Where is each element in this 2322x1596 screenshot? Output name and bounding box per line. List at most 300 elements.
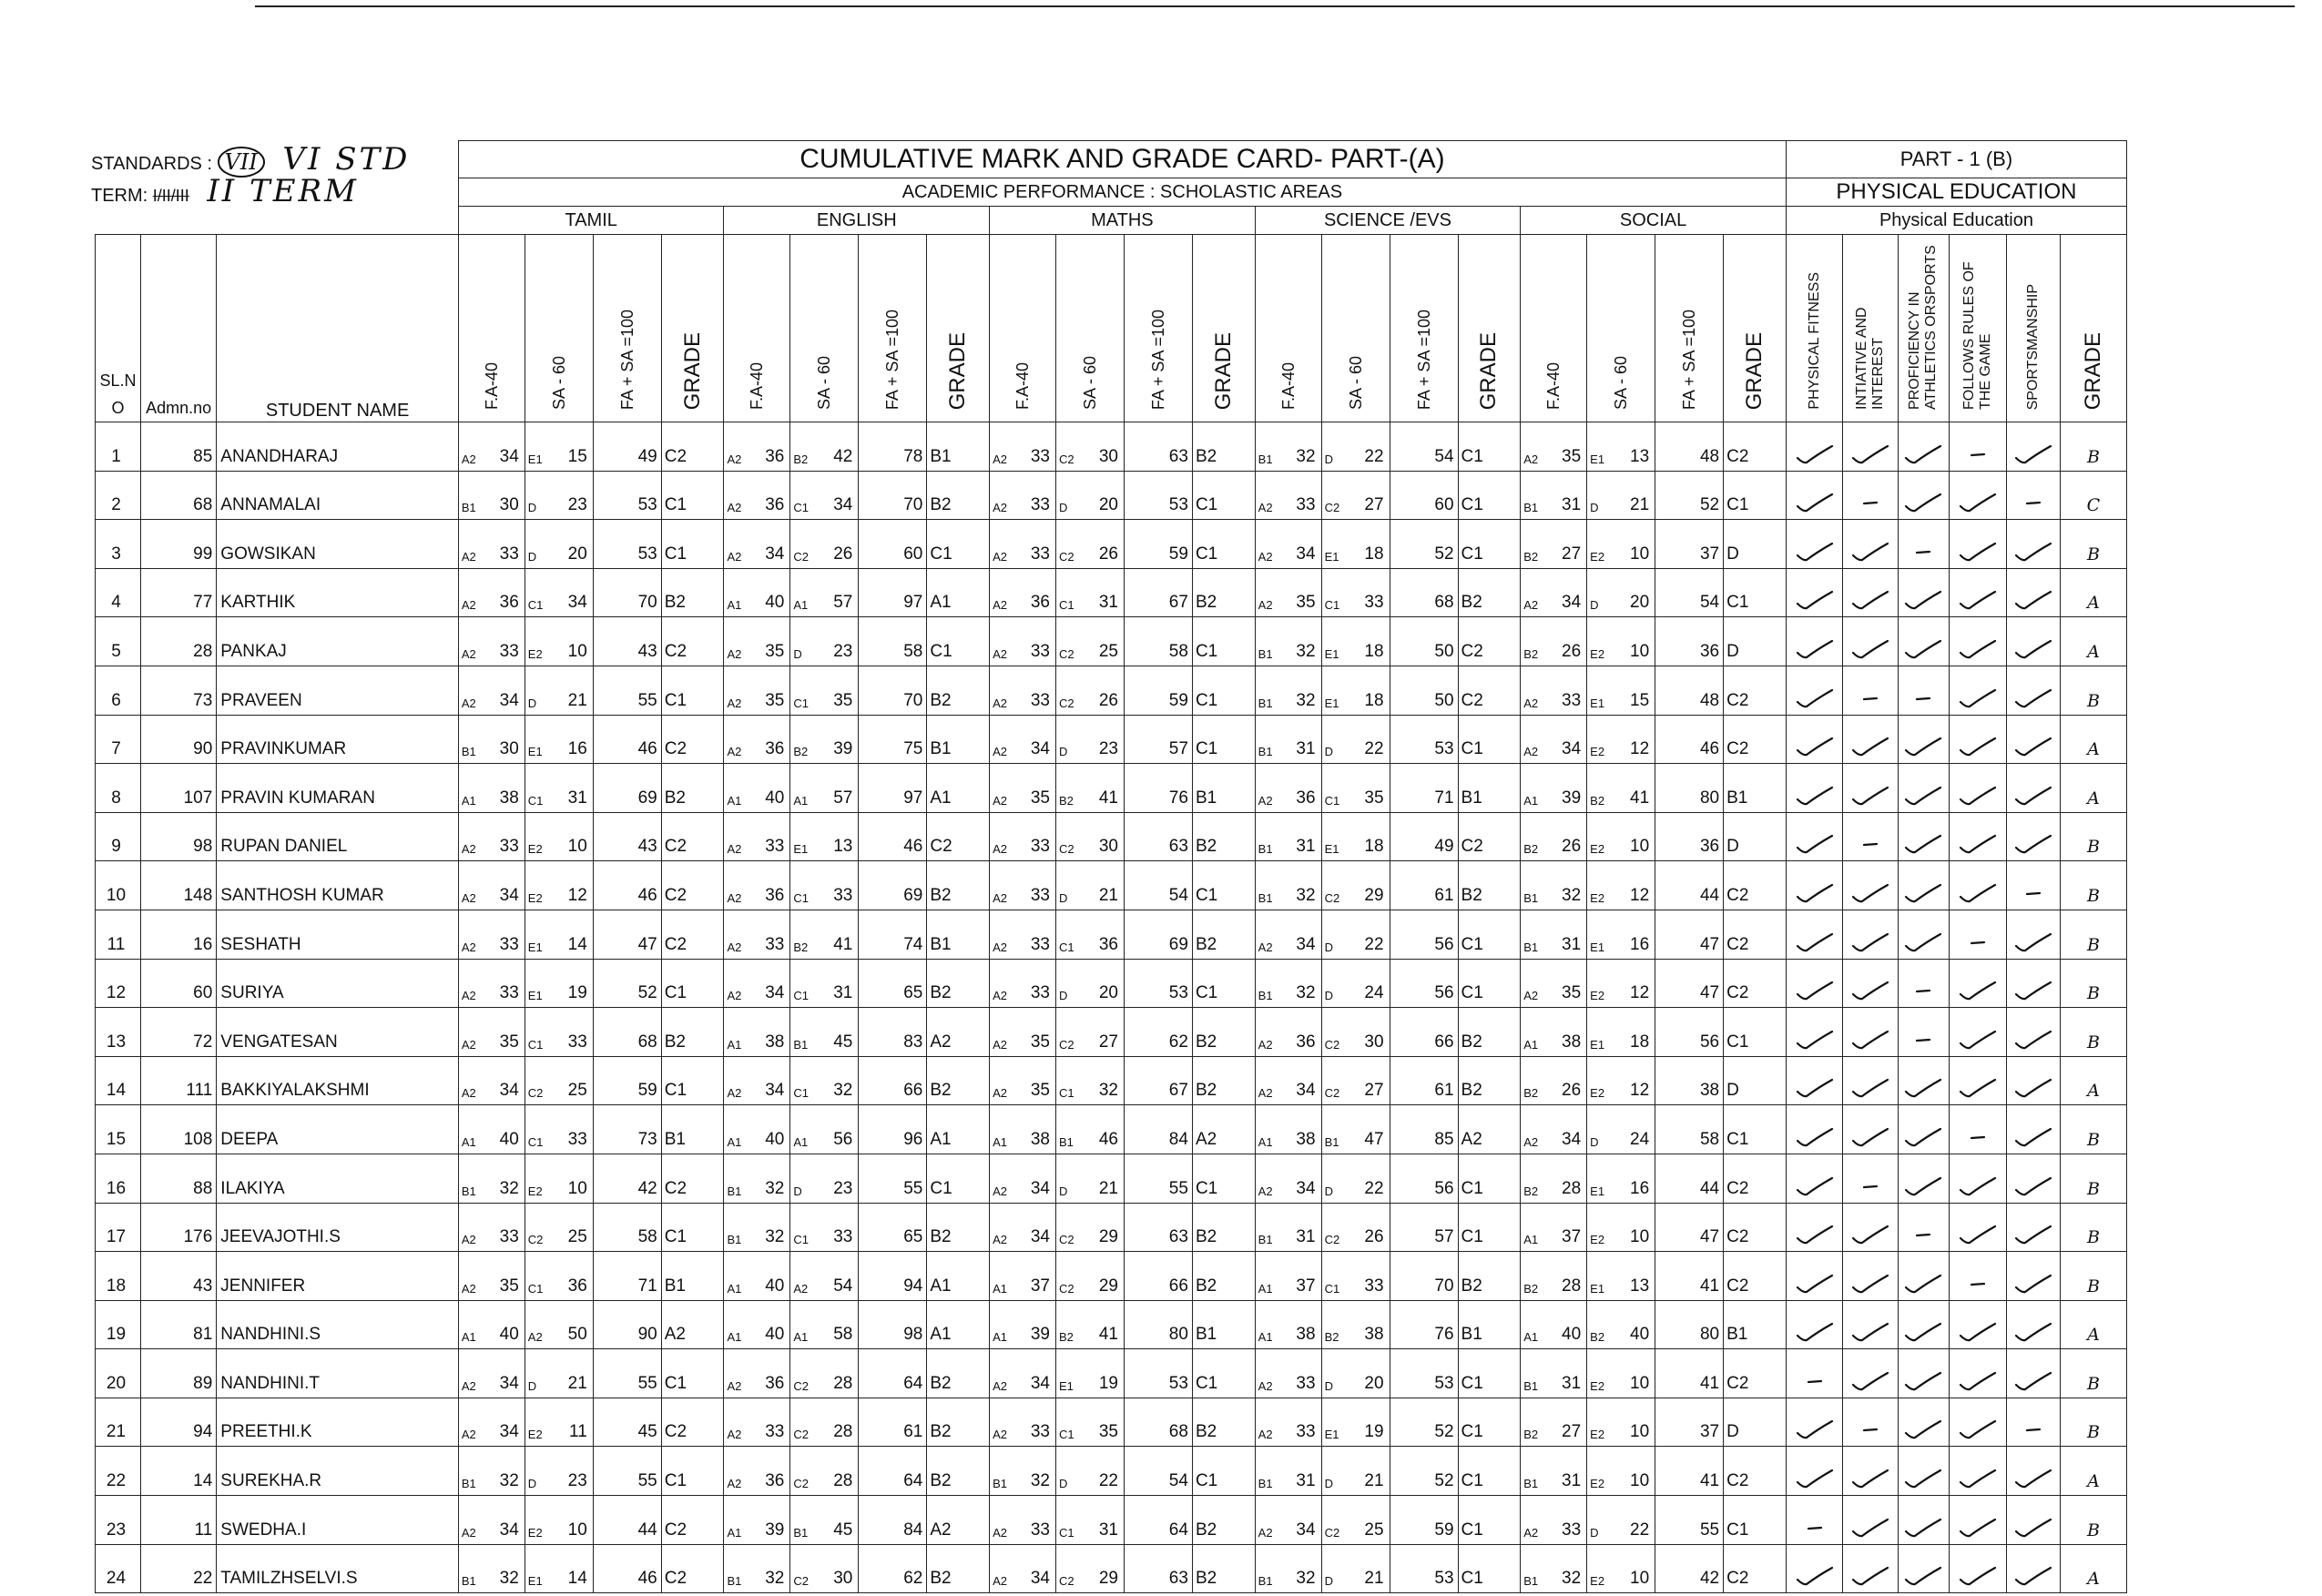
sa-grade: D: [527, 549, 537, 564]
fa-mark: 38: [765, 1032, 785, 1052]
sa-mark: 10: [1630, 641, 1650, 661]
fa-mark: 33: [1030, 446, 1050, 466]
total-header: [1390, 235, 1458, 422]
pe-mark-cell: [2006, 666, 2060, 715]
sa-cell: [1587, 959, 1655, 1008]
fa-mark: 35: [1030, 1081, 1050, 1101]
sa-cell: [524, 1008, 593, 1057]
sa-mark: 54: [833, 1276, 853, 1296]
sa-cell: [1055, 1300, 1124, 1349]
total-cell: 46: [1655, 715, 1724, 764]
sa-mark: 27: [1098, 1032, 1118, 1052]
sa-cell: [1321, 471, 1390, 520]
grade-cell: C1: [1192, 959, 1255, 1008]
fa-grade: A2: [993, 452, 1007, 466]
total-cell: 59: [1124, 666, 1192, 715]
dash-mark-icon: [1950, 931, 2005, 955]
fa-cell: [724, 1300, 790, 1349]
fa-header: [724, 235, 790, 422]
fa-mark: 31: [1562, 1373, 1582, 1393]
pe-grade-cell: B: [2060, 1252, 2126, 1301]
tick-mark-icon: [1843, 980, 1897, 1003]
pe-mark-cell: [1950, 1300, 2006, 1349]
fa-cell: [990, 1056, 1056, 1105]
pe-mark-cell: [1950, 1105, 2006, 1154]
tick-mark-icon: [1843, 1077, 1897, 1101]
sa-mark: 29: [1098, 1276, 1118, 1296]
tick-mark-icon: [1787, 1126, 1842, 1150]
student-row: [96, 1056, 2127, 1105]
sa-grade: E2: [527, 1525, 543, 1540]
grade-cell: B2: [927, 1447, 990, 1496]
sa-cell: [1321, 1544, 1390, 1593]
total-cell: 66: [1390, 1008, 1458, 1057]
fa-mark: 32: [1296, 446, 1316, 466]
sa-cell: [524, 666, 593, 715]
sa-cell: [1321, 1398, 1390, 1447]
pe-mark-cell: [1786, 471, 1842, 520]
fa-mark: 39: [1562, 788, 1582, 808]
pe-grade-cell: B: [2060, 1349, 2126, 1398]
grade-cell: C1: [1724, 568, 1787, 617]
total-cell: 57: [1390, 1203, 1458, 1252]
pe-grade-cell: B: [2060, 1154, 2126, 1203]
sa-grade: C2: [1324, 1525, 1340, 1540]
total-cell: 43: [593, 812, 661, 861]
fa-cell: [458, 1398, 524, 1447]
sa-mark: 10: [567, 1520, 587, 1540]
sa-cell: [524, 959, 593, 1008]
fa-cell: [1521, 422, 1587, 472]
sa-mark: 21: [567, 690, 587, 710]
tick-mark-icon: [1899, 882, 1949, 906]
sa-mark: 29: [1098, 1569, 1118, 1589]
sa-cell: [524, 520, 593, 569]
fa-grade: A2: [993, 1428, 1007, 1442]
total-cell: 38: [1655, 1056, 1724, 1105]
physical-education-title: PHYSICAL EDUCATION: [1786, 178, 2126, 207]
total-cell: 52: [1390, 1398, 1458, 1447]
sa-grade: B2: [793, 745, 809, 759]
grade-cell: C1: [927, 520, 990, 569]
sa-header-label: SA - 60: [1612, 355, 1631, 410]
tick-mark-icon: [1787, 1418, 1842, 1442]
total-cell: 47: [593, 910, 661, 959]
sa-cell: [1055, 520, 1124, 569]
sa-mark: 18: [1364, 837, 1384, 857]
sa-cell: [524, 1349, 593, 1398]
total-cell: 37: [1655, 520, 1724, 569]
sa-grade: C1: [793, 890, 809, 905]
sa-mark: 16: [1630, 1178, 1650, 1198]
tick-mark-icon: [1950, 492, 2005, 515]
tick-mark-icon: [2007, 1565, 2060, 1589]
grade-cell: B2: [1458, 1056, 1521, 1105]
pe-mark-cell: [1843, 568, 1898, 617]
total-cell: 41: [1655, 1349, 1724, 1398]
sa-mark: 25: [1098, 641, 1118, 661]
total-cell: 67: [1124, 568, 1192, 617]
student-row: [96, 666, 2127, 715]
tick-mark-icon: [1843, 1273, 1897, 1296]
student-row: [96, 568, 2127, 617]
grade-cell: C2: [927, 812, 990, 861]
sa-mark: 15: [567, 446, 587, 466]
total-header: [1655, 235, 1724, 422]
fa-grade: A2: [1523, 745, 1539, 759]
tick-mark-icon: [1843, 1565, 1897, 1589]
sa-cell: [1055, 812, 1124, 861]
pe-mark-cell: [2006, 617, 2060, 666]
fa-mark: 35: [1296, 593, 1316, 613]
sa-cell: [1055, 1252, 1124, 1301]
total-cell: 70: [859, 666, 927, 715]
pe-mark-cell: [1843, 764, 1898, 813]
student-name-cell: PREETHI.K: [217, 1398, 459, 1447]
pe-mark-cell: [1950, 471, 2006, 520]
total-cell: 68: [1124, 1398, 1192, 1447]
sa-cell: [1587, 1252, 1655, 1301]
pe-mark-cell: [1950, 1056, 2006, 1105]
sa-grade: E2: [527, 890, 543, 905]
sl-no-cell: 19: [96, 1300, 141, 1349]
pe-mark-cell: [1898, 812, 1949, 861]
admission-no-label: Admn.no: [146, 399, 212, 417]
tick-mark-icon: [1899, 1468, 1949, 1491]
sa-mark: 28: [833, 1373, 853, 1393]
grade-cell: C1: [1192, 471, 1255, 520]
tick-mark-icon: [2007, 638, 2060, 662]
total-cell: 56: [1390, 959, 1458, 1008]
sa-mark: 30: [1364, 1032, 1384, 1052]
pe-grade-cell: B: [2060, 1008, 2126, 1057]
student-name-cell: PANKAJ: [217, 617, 459, 666]
total-cell: 78: [859, 422, 927, 472]
sa-mark: 27: [1364, 495, 1384, 515]
tick-mark-icon: [1787, 1565, 1842, 1589]
fa-grade: A2: [1258, 598, 1273, 613]
sa-cell: [1321, 861, 1390, 910]
fa-mark: 33: [499, 544, 519, 564]
fa-mark: 31: [1562, 495, 1582, 515]
grade-cell: C1: [1192, 1154, 1255, 1203]
fa-mark: 37: [1562, 1227, 1582, 1247]
fa-mark: 38: [1296, 1325, 1316, 1345]
sa-grade: C1: [527, 793, 544, 808]
total-cell: 46: [859, 812, 927, 861]
term-handwritten: II TERM: [207, 173, 359, 209]
total-cell: 49: [593, 422, 661, 472]
grade-cell: C2: [1458, 666, 1521, 715]
sa-cell: [1587, 910, 1655, 959]
grade-cell: B2: [927, 1398, 990, 1447]
sa-mark: 57: [833, 593, 853, 613]
sa-mark: 26: [1364, 1227, 1384, 1247]
sa-mark: 56: [833, 1129, 853, 1149]
fa-grade: A1: [727, 793, 742, 808]
pe-grade-cell: B: [2060, 1203, 2126, 1252]
total-cell: 52: [593, 959, 661, 1008]
fa-cell: [1255, 1056, 1321, 1105]
grade-cell: C2: [1724, 910, 1787, 959]
grade-cell: C1: [1458, 471, 1521, 520]
tick-mark-icon: [1950, 833, 2005, 857]
admission-no-cell: 60: [140, 959, 216, 1008]
total-cell: 74: [859, 910, 927, 959]
total-cell: 52: [1390, 1447, 1458, 1496]
grade-header-label: GRADE: [679, 331, 705, 410]
sa-cell: [1587, 568, 1655, 617]
student-name-cell: JEEVAJOTHI.S: [217, 1203, 459, 1252]
pe-mark-cell: [1843, 1105, 1898, 1154]
total-cell: 76: [1124, 764, 1192, 813]
sa-mark: 32: [833, 1081, 853, 1101]
fa-grade: B1: [727, 1233, 742, 1247]
fa-cell: [990, 715, 1056, 764]
fa-cell: [724, 617, 790, 666]
tick-mark-icon: [1899, 1273, 1949, 1296]
sa-mark: 21: [1364, 1569, 1384, 1589]
total-cell: 56: [1390, 1154, 1458, 1203]
fa-cell: [724, 959, 790, 1008]
pe-mark-cell: [1786, 861, 1842, 910]
fa-cell: [1521, 666, 1587, 715]
pe-mark-cell: [1843, 910, 1898, 959]
tick-mark-icon: [1787, 980, 1842, 1003]
fa-cell: [458, 422, 524, 472]
pe-grade-cell: B: [2060, 1496, 2126, 1545]
fa-cell: [724, 861, 790, 910]
student-name-cell: ANANDHARAJ: [217, 422, 459, 472]
fa-grade: A2: [1258, 501, 1273, 515]
sl-no-cell: 21: [96, 1398, 141, 1447]
pe-mark-cell: [1898, 1203, 1949, 1252]
pe-mark-cell: [1898, 1154, 1949, 1203]
fa-grade: A2: [727, 890, 742, 905]
total-cell: 84: [1124, 1105, 1192, 1154]
sa-grade: D: [1590, 1134, 1599, 1149]
fa-mark: 32: [1562, 1569, 1582, 1589]
total-cell: 44: [1655, 1154, 1724, 1203]
total-cell: 71: [593, 1252, 661, 1301]
fa-grade: A1: [461, 793, 476, 808]
pe-mark-cell: [2006, 861, 2060, 910]
fa-mark: 34: [1030, 739, 1050, 759]
tick-mark-icon: [2007, 1175, 2060, 1199]
pe-mark-cell: [2006, 1398, 2060, 1447]
admission-no-cell: 14: [140, 1447, 216, 1496]
fa-cell: [458, 471, 524, 520]
tick-mark-icon: [1843, 1370, 1897, 1394]
sa-cell: [790, 910, 859, 959]
pe-mark-cell: [1898, 959, 1949, 1008]
tick-mark-icon: [1843, 1321, 1897, 1345]
sa-grade: C2: [793, 549, 809, 564]
sl-no-cell: 2: [96, 471, 141, 520]
subject-header: ENGLISH: [724, 207, 990, 235]
total-cell: 55: [1124, 1154, 1192, 1203]
fa-cell: [1255, 1447, 1321, 1496]
fa-mark: 32: [1296, 885, 1316, 905]
total-cell: 37: [1655, 1398, 1724, 1447]
sa-grade: C2: [1058, 646, 1074, 661]
pe-mark-cell: [1898, 715, 1949, 764]
fa-grade: A2: [461, 890, 476, 905]
fa-mark: 34: [499, 690, 519, 710]
total-cell: 90: [593, 1300, 661, 1349]
admission-no-cell: 81: [140, 1300, 216, 1349]
sa-mark: 26: [1098, 544, 1118, 564]
sa-cell: [524, 1447, 593, 1496]
fa-cell: [990, 861, 1056, 910]
fa-cell: [1255, 861, 1321, 910]
grade-cell: C2: [1724, 1349, 1787, 1398]
tick-mark-icon: [2007, 1273, 2060, 1296]
pe-mark-cell: [1786, 764, 1842, 813]
total-cell: 54: [1124, 861, 1192, 910]
fa-mark: 34: [765, 544, 785, 564]
sa-mark: 10: [567, 641, 587, 661]
title-row: [96, 141, 2127, 178]
grade-cell: C2: [661, 1544, 724, 1593]
fa-cell: [1521, 520, 1587, 569]
grade-cell: A2: [661, 1300, 724, 1349]
grade-cell: B1: [1192, 764, 1255, 813]
sa-cell: [1321, 1496, 1390, 1545]
total-cell: 48: [1655, 422, 1724, 472]
fa-grade: B1: [1523, 1574, 1539, 1589]
grade-header-label: GRADE: [1210, 331, 1236, 410]
total-cell: 63: [1124, 1203, 1192, 1252]
fa-cell: [724, 1544, 790, 1593]
fa-grade: A2: [461, 1037, 476, 1052]
fa-mark: 33: [1030, 983, 1050, 1003]
grade-cell: C2: [1724, 1447, 1787, 1496]
total-cell: 46: [593, 1544, 661, 1593]
sl-no-cell: 7: [96, 715, 141, 764]
grade-cell: B1: [661, 1105, 724, 1154]
sa-grade: C2: [1058, 1233, 1074, 1247]
fa-cell: [458, 1252, 524, 1301]
fa-grade: A2: [727, 1086, 742, 1101]
student-name-cell: SESHATH: [217, 910, 459, 959]
sa-grade: D: [1324, 745, 1333, 759]
fa-cell: [1255, 1398, 1321, 1447]
sa-cell: [790, 1496, 859, 1545]
dash-mark-icon: [2007, 492, 2060, 515]
pe-mark-cell: [1786, 422, 1842, 472]
pe-mark-cell: [2006, 1203, 2060, 1252]
total-cell: 42: [593, 1154, 661, 1203]
sa-grade: A2: [527, 1330, 543, 1345]
fa-cell: [1255, 666, 1321, 715]
sa-grade: C1: [1058, 940, 1074, 954]
grade-cell: C1: [1192, 1349, 1255, 1398]
sa-mark: 36: [567, 1276, 587, 1296]
sa-mark: 25: [567, 1227, 587, 1247]
sa-mark: 30: [833, 1569, 853, 1589]
fa-cell: [1521, 1203, 1587, 1252]
pe-mark-cell: [1786, 1398, 1842, 1447]
pe-subheader: Physical Education: [1786, 207, 2126, 235]
sa-mark: 29: [1364, 885, 1384, 905]
fa-cell: [724, 1349, 790, 1398]
fa-cell: [990, 1496, 1056, 1545]
student-row: [96, 1252, 2127, 1301]
grade-cell: C1: [1192, 666, 1255, 715]
sa-header: [1055, 235, 1124, 422]
fa-grade: A2: [993, 1184, 1007, 1198]
pe-mark-cell: [1898, 617, 1949, 666]
fa-grade: B1: [1523, 890, 1539, 905]
sa-cell: [524, 1398, 593, 1447]
sa-grade: C2: [1324, 1233, 1340, 1247]
fa-grade: B1: [1523, 940, 1539, 954]
total-cell: 75: [859, 715, 927, 764]
total-cell: 69: [593, 764, 661, 813]
sa-mark: 19: [1364, 1422, 1384, 1442]
sa-mark: 23: [567, 495, 587, 515]
sa-mark: 24: [1630, 1129, 1650, 1149]
fa-mark: 31: [1296, 1227, 1316, 1247]
fa-header-label: F.A-40: [748, 361, 767, 410]
pe-mark-cell: [1950, 812, 2006, 861]
grade-cell: C1: [661, 1203, 724, 1252]
sa-cell: [1587, 520, 1655, 569]
main-title: CUMULATIVE MARK AND GRADE CARD- PART-(A): [458, 141, 1786, 178]
fa-header-label: F.A-40: [1013, 361, 1033, 410]
sa-mark: 35: [833, 690, 853, 710]
sa-cell: [790, 764, 859, 813]
fa-cell: [1255, 1300, 1321, 1349]
fa-mark: 34: [1296, 1520, 1316, 1540]
fa-cell: [990, 764, 1056, 813]
sa-grade: C1: [1324, 793, 1340, 808]
fa-mark: 40: [765, 788, 785, 808]
fa-grade: B2: [1523, 842, 1539, 857]
pe-grade-cell: B: [2060, 959, 2126, 1008]
sa-grade: E1: [1324, 646, 1339, 661]
fa-grade: A2: [1258, 1184, 1273, 1198]
total-cell: 46: [593, 861, 661, 910]
tick-mark-icon: [1787, 1077, 1842, 1101]
total-cell: 49: [1390, 812, 1458, 861]
fa-cell: [458, 812, 524, 861]
fa-cell: [458, 1447, 524, 1496]
fa-cell: [724, 1496, 790, 1545]
pe-mark-cell: [1950, 1349, 2006, 1398]
fa-cell: [458, 1105, 524, 1154]
sa-mark: 21: [567, 1373, 587, 1393]
tick-mark-icon: [1950, 882, 2005, 906]
pe-mark-cell: [2006, 715, 2060, 764]
fa-mark: 37: [1296, 1276, 1316, 1296]
grade-cell: C2: [661, 1154, 724, 1203]
fa-cell: [724, 1105, 790, 1154]
total-cell: 61: [1390, 861, 1458, 910]
pe-mark-cell: [2006, 1349, 2060, 1398]
sa-mark: 34: [567, 593, 587, 613]
student-name-cell: PRAVEEN: [217, 666, 459, 715]
total-cell: 55: [593, 666, 661, 715]
dash-mark-icon: [1950, 1126, 2005, 1150]
sa-cell: [1587, 1105, 1655, 1154]
fa-mark: 36: [765, 885, 785, 905]
sa-cell: [1321, 1252, 1390, 1301]
sa-grade: C1: [793, 1086, 809, 1101]
subject-header: SCIENCE /EVS: [1255, 207, 1521, 235]
pe-mark-cell: [1950, 959, 2006, 1008]
